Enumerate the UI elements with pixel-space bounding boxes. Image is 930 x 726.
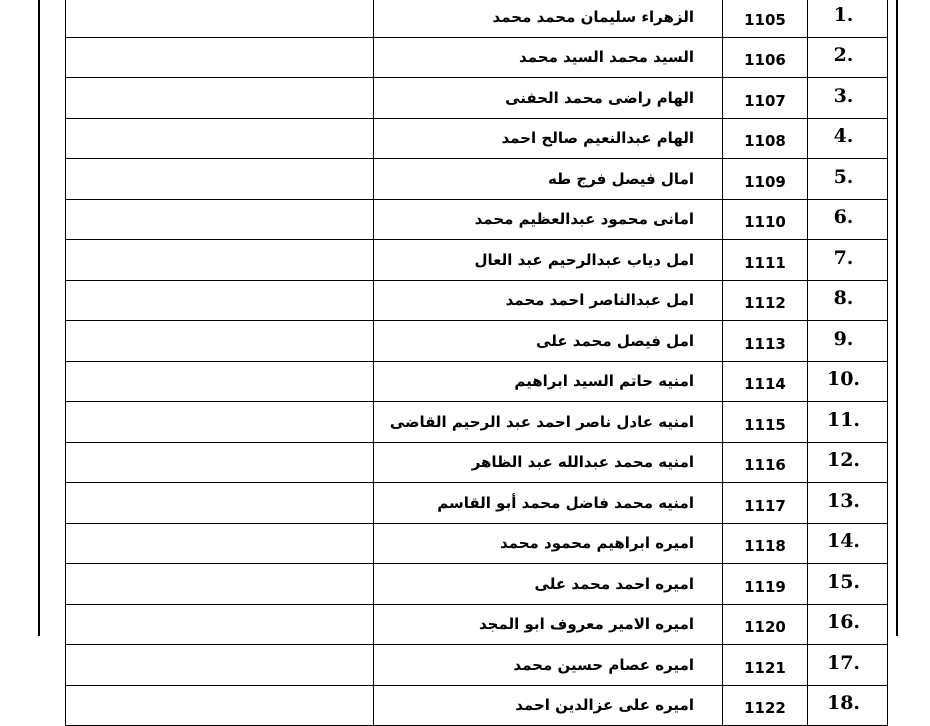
row-index-cell: 18. bbox=[808, 685, 888, 726]
table-row bbox=[66, 564, 888, 605]
table-row bbox=[66, 37, 888, 78]
row-index-cell: 15. bbox=[808, 564, 888, 605]
seat-number-cell: 1121 bbox=[723, 645, 808, 686]
student-name-cell: السيد محمد السيد محمد bbox=[374, 37, 723, 78]
row-index-cell: 12. bbox=[808, 442, 888, 483]
student-name-cell: امنيه محمد عبدالله عبد الظاهر bbox=[374, 442, 723, 483]
seat-number-cell: 1110 bbox=[723, 199, 808, 240]
row-index-cell: 1. bbox=[808, 0, 888, 37]
seat-number-cell: 1114 bbox=[723, 361, 808, 402]
notes-cell bbox=[66, 0, 374, 37]
seat-number-cell: 1120 bbox=[723, 604, 808, 645]
notes-cell bbox=[66, 361, 374, 402]
table-row bbox=[66, 118, 888, 159]
notes-cell bbox=[66, 240, 374, 281]
notes-cell bbox=[66, 78, 374, 119]
student-name-cell: اميره الامير معروف ابو المجد bbox=[374, 604, 723, 645]
row-index-cell: 9. bbox=[808, 321, 888, 362]
table-row bbox=[66, 361, 888, 402]
seat-number-cell: 1112 bbox=[723, 280, 808, 321]
notes-cell bbox=[66, 564, 374, 605]
table-row bbox=[66, 199, 888, 240]
notes-cell bbox=[66, 199, 374, 240]
table-row bbox=[66, 280, 888, 321]
row-index-cell: 16. bbox=[808, 604, 888, 645]
row-index-cell: 6. bbox=[808, 199, 888, 240]
seat-number-cell: 1118 bbox=[723, 523, 808, 564]
notes-cell bbox=[66, 483, 374, 524]
student-name-cell: الزهراء سليمان محمد محمد bbox=[374, 0, 723, 37]
table-row bbox=[66, 402, 888, 443]
student-name-cell: امل عبدالناصر احمد محمد bbox=[374, 280, 723, 321]
seat-number-cell: 1106 bbox=[723, 37, 808, 78]
seat-number-cell: 1116 bbox=[723, 442, 808, 483]
table-row bbox=[66, 0, 888, 37]
notes-cell bbox=[66, 321, 374, 362]
row-index-cell: 11. bbox=[808, 402, 888, 443]
notes-cell bbox=[66, 442, 374, 483]
student-name-cell: امال فيصل فرج طه bbox=[374, 159, 723, 200]
seat-number-cell: 1108 bbox=[723, 118, 808, 159]
seat-number-cell: 1117 bbox=[723, 483, 808, 524]
student-name-cell: اميره احمد محمد على bbox=[374, 564, 723, 605]
student-name-cell: امنيه حاتم السيد ابراهيم bbox=[374, 361, 723, 402]
student-name-cell: امانى محمود عبدالعظيم محمد bbox=[374, 199, 723, 240]
student-name-cell: اميره على عزالدين احمد bbox=[374, 685, 723, 726]
student-name-cell: امل فيصل محمد على bbox=[374, 321, 723, 362]
notes-cell bbox=[66, 604, 374, 645]
notes-cell bbox=[66, 402, 374, 443]
row-index-cell: 17. bbox=[808, 645, 888, 686]
seat-number-cell: 1109 bbox=[723, 159, 808, 200]
seat-number-cell: 1111 bbox=[723, 240, 808, 281]
row-index-cell: 8. bbox=[808, 280, 888, 321]
seat-number-cell: 1107 bbox=[723, 78, 808, 119]
row-index-cell: 3. bbox=[808, 78, 888, 119]
row-index-cell: 7. bbox=[808, 240, 888, 281]
row-index-cell: 4. bbox=[808, 118, 888, 159]
student-roster-table bbox=[65, 0, 888, 726]
table-row bbox=[66, 604, 888, 645]
notes-cell bbox=[66, 685, 374, 726]
seat-number-cell: 1115 bbox=[723, 402, 808, 443]
row-index-cell: 13. bbox=[808, 483, 888, 524]
seat-number-cell: 1122 bbox=[723, 685, 808, 726]
row-index-cell: 14. bbox=[808, 523, 888, 564]
table-row bbox=[66, 240, 888, 281]
student-name-cell: امل دياب عبدالرحيم عبد العال bbox=[374, 240, 723, 281]
table-row bbox=[66, 78, 888, 119]
row-index-cell: 10. bbox=[808, 361, 888, 402]
table-row bbox=[66, 685, 888, 726]
notes-cell bbox=[66, 118, 374, 159]
student-name-cell: اميره ابراهيم محمود محمد bbox=[374, 523, 723, 564]
student-name-cell: امنيه عادل ناصر احمد عبد الرحيم القاضى bbox=[374, 402, 723, 443]
notes-cell bbox=[66, 645, 374, 686]
table-row bbox=[66, 321, 888, 362]
notes-cell bbox=[66, 37, 374, 78]
student-name-cell: الهام عبدالنعيم صالح احمد bbox=[374, 118, 723, 159]
student-name-cell: اميره عصام حسين محمد bbox=[374, 645, 723, 686]
notes-cell bbox=[66, 523, 374, 564]
table-row bbox=[66, 523, 888, 564]
seat-number-cell: 1113 bbox=[723, 321, 808, 362]
notes-cell bbox=[66, 280, 374, 321]
student-name-cell: الهام راضى محمد الحفنى bbox=[374, 78, 723, 119]
table-row bbox=[66, 645, 888, 686]
notes-cell bbox=[66, 159, 374, 200]
table-row bbox=[66, 159, 888, 200]
row-index-cell: 2. bbox=[808, 37, 888, 78]
table-row bbox=[66, 483, 888, 524]
row-index-cell: 5. bbox=[808, 159, 888, 200]
roster-body bbox=[66, 0, 888, 726]
seat-number-cell: 1119 bbox=[723, 564, 808, 605]
table-row bbox=[66, 442, 888, 483]
student-name-cell: امنيه محمد فاضل محمد أبو القاسم bbox=[374, 483, 723, 524]
seat-number-cell: 1105 bbox=[723, 0, 808, 37]
